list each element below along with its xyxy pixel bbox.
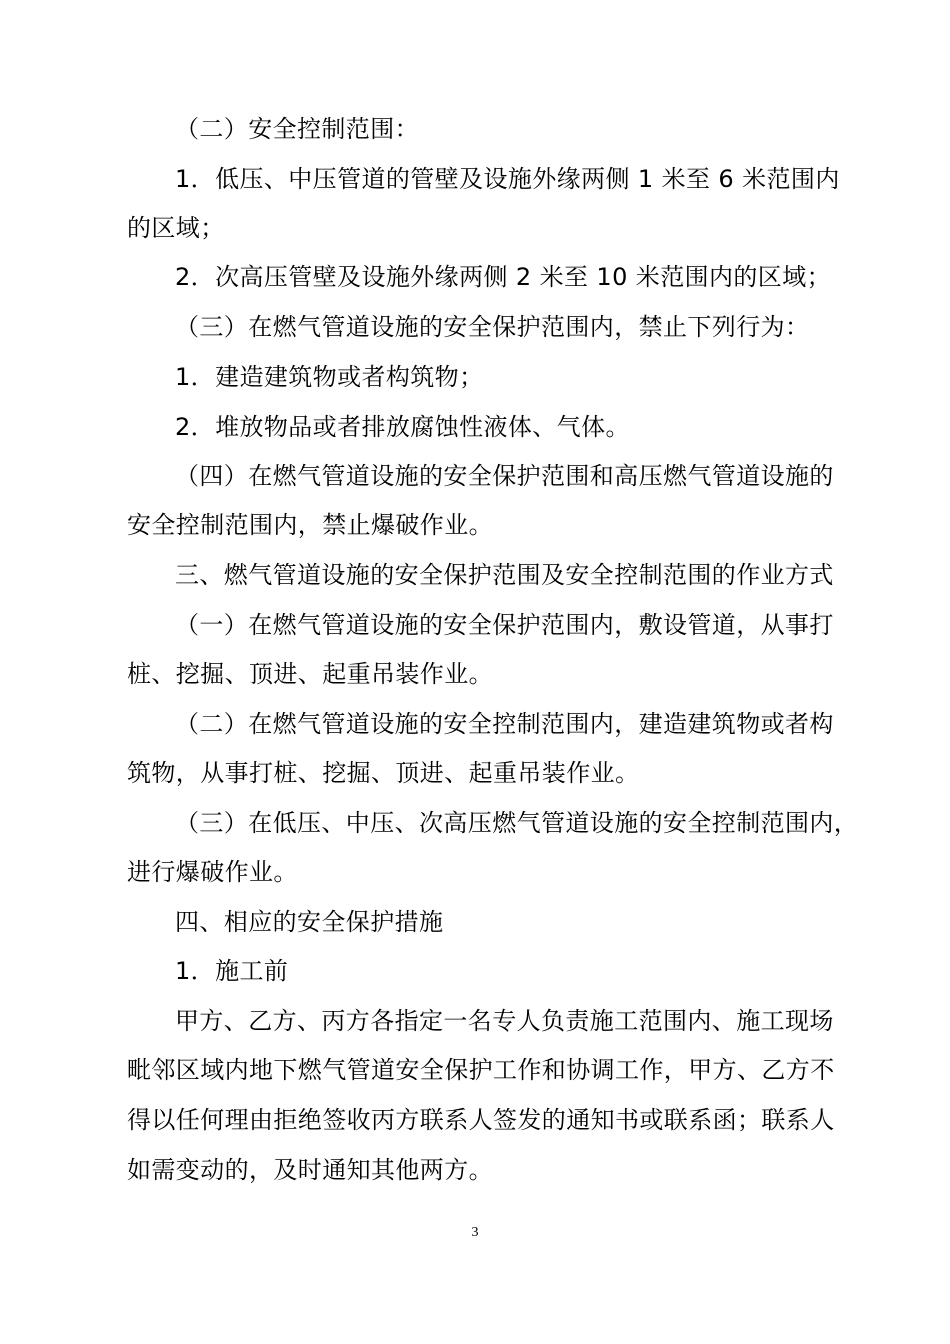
paragraph-line: 2．次高压管壁及设施外缘两侧 2 米至 10 米范围内的区域； bbox=[175, 263, 831, 291]
paragraph-line: 进行爆破作业。 bbox=[127, 858, 298, 886]
paragraph-line: 1．建造建筑物或者构筑物； bbox=[175, 363, 484, 391]
paragraph-line: 筑物，从事打桩、挖掘、顶进、起重吊装作业。 bbox=[127, 759, 640, 787]
subsection-heading: （三）在燃气管道设施的安全保护范围内，禁止下列行为： bbox=[175, 313, 810, 341]
subsection-heading: （二）在燃气管道设施的安全控制范围内，建造建筑物或者构 bbox=[175, 710, 834, 738]
page-number: 3 bbox=[471, 1225, 479, 1240]
subsection-heading: （二）安全控制范围： bbox=[175, 115, 419, 143]
subsection-heading: （一）在燃气管道设施的安全保护范围内，敷设管道，从事打 bbox=[175, 611, 834, 639]
subsection-heading: （三）在低压、中压、次高压燃气管道设施的安全控制范围内， bbox=[175, 809, 859, 837]
paragraph-line: 甲方、乙方、丙方各指定一名专人负责施工范围内、施工现场 bbox=[175, 1007, 834, 1035]
paragraph-line: 2．堆放物品或者排放腐蚀性液体、气体。 bbox=[175, 413, 630, 441]
section-heading: 四、相应的安全保护措施 bbox=[175, 908, 444, 936]
subsection-heading: 1．施工前 bbox=[175, 957, 289, 985]
paragraph-line: 1．低压、中压管道的管壁及设施外缘两侧 1 米至 6 米范围内 bbox=[175, 165, 840, 193]
paragraph-line: 安全控制范围内，禁止爆破作业。 bbox=[127, 511, 493, 539]
paragraph-line: 得以任何理由拒绝签收丙方联系人签发的通知书或联系函；联系人 bbox=[127, 1106, 835, 1134]
paragraph-line: 的区域； bbox=[127, 214, 225, 242]
paragraph-line: 如需变动的，及时通知其他两方。 bbox=[127, 1156, 493, 1184]
section-heading: 三、燃气管道设施的安全保护范围及安全控制范围的作业方式 bbox=[175, 561, 834, 589]
paragraph-line: 毗邻区域内地下燃气管道安全保护工作和协调工作，甲方、乙方不 bbox=[127, 1056, 835, 1084]
paragraph-line: 桩、挖掘、顶进、起重吊装作业。 bbox=[127, 660, 493, 688]
subsection-heading: （四）在燃气管道设施的安全保护范围和高压燃气管道设施的 bbox=[175, 462, 834, 490]
